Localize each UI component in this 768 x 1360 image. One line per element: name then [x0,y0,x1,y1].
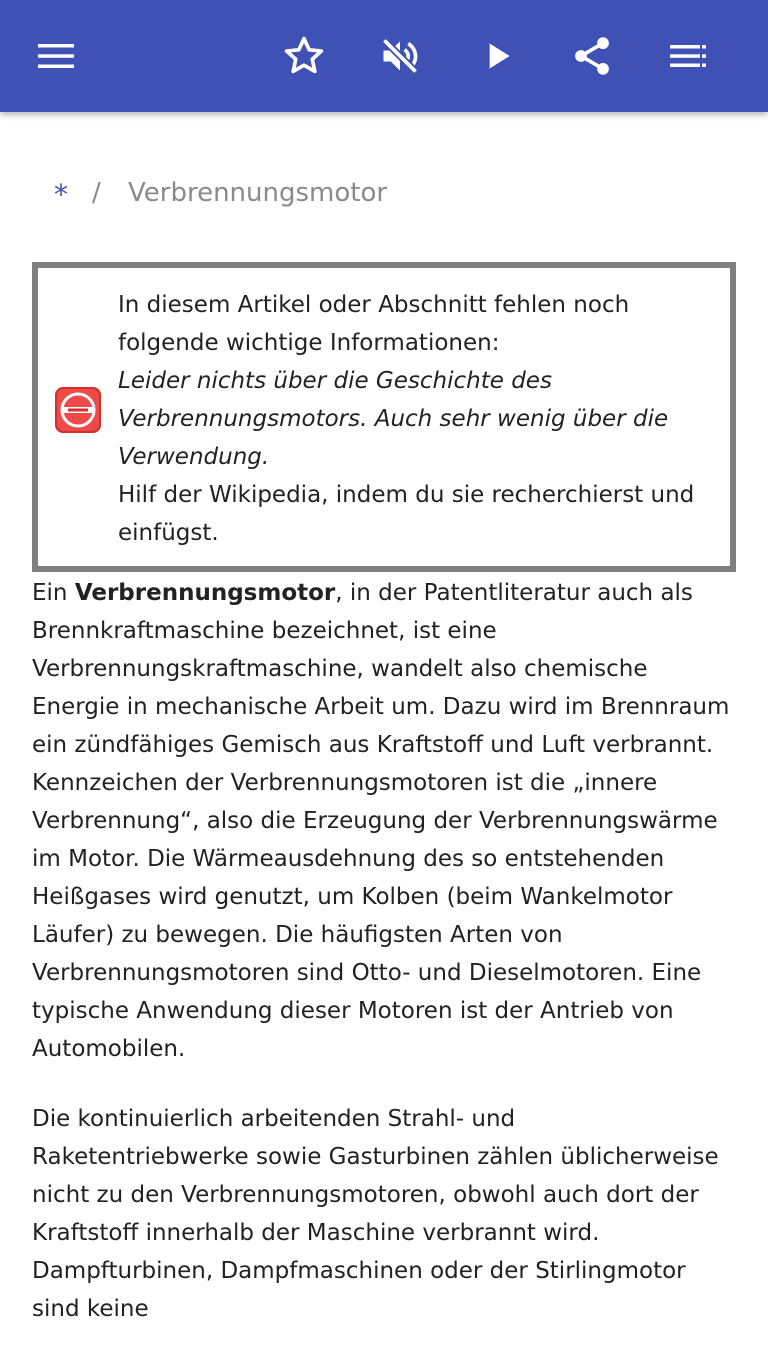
hamburger-menu-icon [36,36,76,76]
play-button[interactable] [466,24,530,88]
mute-button[interactable] [368,24,432,88]
article-paragraph: Die kontinuierlich arbeitenden Strahl- und Raketentriebwerke sowie Gasturbinen zählen üblicherweise nicht zu den Verbrennungsmotoren, obwohl auch dort der Kraftstoff innerhalb der Maschine verbrannt wird. Dampfturbinen, Dampfmaschinen oder der Stirlingmotor sind keine [32,1106,719,1322]
notice-help: Hilf der Wikipedia, indem du sie recherchierst und einfügst. [118,482,695,546]
star-outline-icon [282,34,326,78]
paragraph-start: Ein [32,580,75,606]
stop-sign-icon [54,386,102,434]
play-icon [478,36,518,76]
article-subject-term: Verbrennungsmotor [74,580,336,606]
article-paragraph [32,574,732,1068]
menu-button[interactable] [24,24,88,88]
notice-text [118,286,718,552]
paragraph-rest: , in der Patentliteratur auch als Brennkraftmaschine bezeichnet, ist eine Verbrennungskraftmaschine, wandelt also chemische Energie in mechanische Arbeit um. Dazu wird im Brennraum ein zündfähiges Gemisch aus Kraftstoff und Luft verbrannt. Kennzeichen der Verbrennungsmotoren ist die „innere Verbrennung“, also die Erzeugung der Verbrennungswärme im Motor. Die Wärmeausdehnung des so entstehenden Heißgases wird genutzt, um Kolben (beim Wankelmotor Läufer) zu bewegen. Die häufigsten Arten von Verbrennungsmotoren sind Otto- und Dieselmotoren. Eine typische Anwendung dieser Motoren ist der Antrieb von Automobilen. [32,580,730,1062]
list-icon [668,36,708,76]
breadcrumb [0,178,768,218]
app-bar [0,0,768,112]
bookmark-button[interactable] [272,24,336,88]
breadcrumb-home-link[interactable]: * [54,178,68,211]
table-of-contents-button[interactable] [656,24,720,88]
notice-intro: In diesem Artikel oder Abschnitt fehlen noch folgende wichtige Informationen: [118,292,630,356]
breadcrumb-separator: / [92,178,101,208]
article-body [32,574,732,1360]
volume-off-icon [378,34,422,78]
share-icon [570,34,614,78]
notice-missing-info: Leider nichts über die Geschichte des Verbrennungsmotors. Auch sehr wenig über die Verwendung. [118,368,669,470]
missing-info-notice [32,262,736,572]
breadcrumb-current-page: Verbrennungsmotor [128,178,388,208]
share-button[interactable] [560,24,624,88]
